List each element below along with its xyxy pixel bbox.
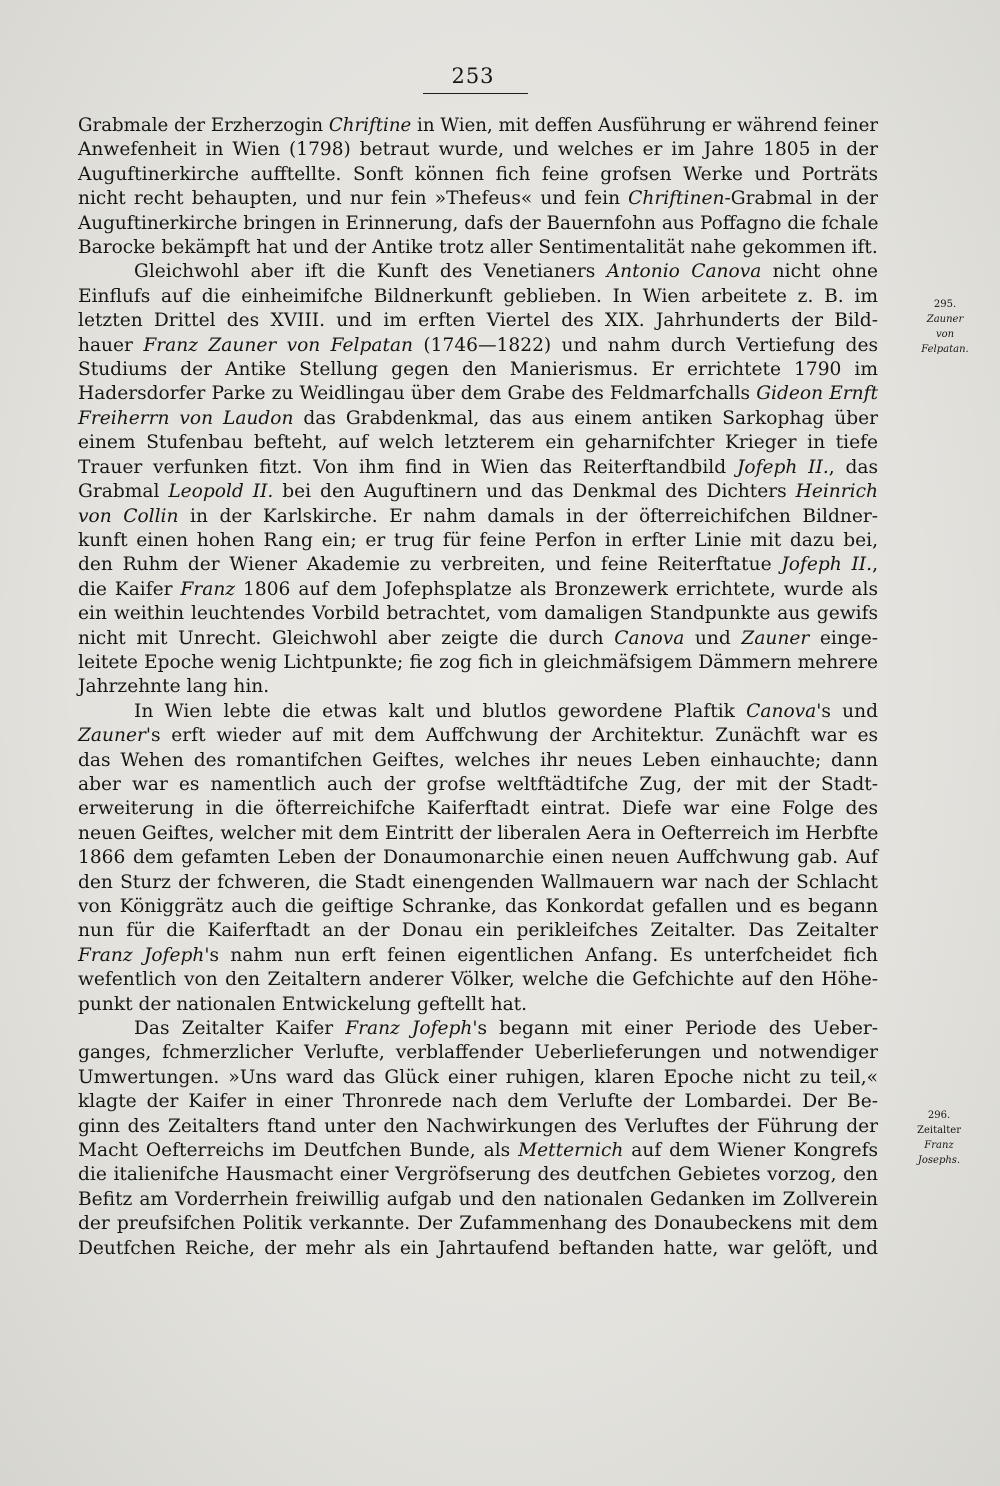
text-line: Einflufs auf die einheimifche Bildnerkunft geblieben. In Wien arbeitete z. B. im [78,285,878,307]
text-line: Jahrzehnte lang hin. [78,676,270,698]
marginal-note-text: Zauner [926,314,964,325]
text-line: Auguftinerkirche aufftellte. Sonft können fich feine grofsen Werke und Porträts [78,163,878,185]
text-line: der preufsifchen Politik verkannte. Der Zufammenhang des Donaubeckens mit dem [78,1213,878,1235]
text-line: die italienifche Hausmacht einer Vergröfserung des deutfchen Gebietes vorzog, den [78,1164,878,1186]
text-line: Deutfchen Reiche, der mehr als ein Jahrtaufend beftanden hatte, war gelöft, und [78,1237,878,1259]
text-line: aber war es namentlich auch der grofse weltftädtifche Zug, der mit der Stadt- [78,773,878,795]
text-line: ganges, fchmerzlicher Verlufte, verblaffender Ueberlieferungen und notwendiger [78,1042,878,1064]
text-line: neuen Geiftes, welcher mit dem Eintritt der liberalen Aera in Oefterreich im Herbfte [78,822,879,844]
text-line: hauer Franz Zauner von Felpatan (1746—1822) und nahm durch Vertiefung des [78,334,878,356]
text-line: 1866 dem gefamten Leben der Donaumonarchie einen neuen Auffchwung gab. Auf [78,847,878,869]
text-line: kunft einen hohen Rang ein; er trug für feine Perfon in erfter Linie mit dazu bei, [78,529,878,551]
text-line: nun für die Kaiferftadt an der Donau ein perikleifches Zeitalter. Das Zeitalter [78,920,878,942]
text-line: Gleichwohl aber ift die Kunft des Venetianers Antonio Canova nicht ohne [134,261,878,283]
marginal-note-text: Josephs. [917,1155,961,1166]
marginal-note-number: 296. [927,1110,951,1121]
marginal-note-text: Zeitalter [917,1125,961,1136]
text-line: ginn des Zeitalters ftand unter den Nachwirkungen des Verluftes der Führung der [78,1115,878,1137]
marginal-note-number: 295. [933,299,957,310]
text-line: den Sturz der fchweren, die Stadt einengenden Wallmauern war nach der Schlacht [78,871,878,893]
text-line: Grabmale der Erzherzogin Chriftine in Wien, mit deffen Ausführung er während feiner [78,115,879,136]
marginal-note-295 [905,297,985,357]
page-number-rule [423,93,528,94]
page-number: 253 [451,64,495,88]
marginal-note-296 [899,1108,979,1168]
marginal-note-text: Franz [924,1140,954,1151]
text-line: den Ruhm der Wiener Akademie zu verbreiten, und feine Reiterftatue Jofeph II., [78,554,878,576]
text-line: Franz Jofeph's nahm nun erft feinen eigentlichen Anfang. Es unterfcheidet fich [78,944,879,966]
text-line: Macht Oefterreichs im Deutfchen Bunde, als Metternich auf dem Wiener Kongrefs [78,1140,878,1162]
text-line: Umwertungen. »Uns ward das Glück einer ruhigen, klaren Epoche nicht zu teil,« [78,1066,878,1088]
marginal-note-text: Felpatan. [921,344,969,355]
text-line: nicht recht behaupten, und nur fein »Thefeus« und fein Chriftinen-Grabmal in der [78,188,878,210]
text-line: punkt der nationalen Entwickelung geftellt hat. [78,993,528,1015]
text-line: Anwefenheit in Wien (1798) betraut wurde, und welches er im Jahre 1805 in der [78,139,878,161]
text-line: Auguftinerkirche bringen in Erinnerung, dafs der Bauernfohn aus Poffagno die fchale [78,212,879,234]
text-line: klagte der Kaifer in einer Thronrede nach dem Verlufte der Lombardei. Der Be- [78,1091,878,1113]
text-line: einem Stufenbau befteht, auf welch letzterem ein geharnifchter Krieger in tiefe [78,432,878,454]
text-line: Befitz am Vorderrhein freiwillig aufgab und den nationalen Gedanken im Zollverein [78,1188,878,1210]
text-line: erweiterung in die öfterreichifche Kaiferftadt eintrat. Diefe war eine Folge des [78,798,878,820]
text-line: leitete Epoche wenig Lichtpunkte; fie zog fich in gleichmäfsigem Dämmern mehrere [78,651,878,673]
text-line: nicht mit Unrecht. Gleichwohl aber zeigte die durch Canova und Zauner einge- [78,627,878,649]
text-line: wefentlich von den Zeitaltern anderer Völker, welche die Gefchichte auf den Höhe- [78,969,878,991]
body-text [78,114,878,1261]
text-line: Grabmal Leopold II. bei den Auguftinern und das Denkmal des Dichters Heinrich [78,481,878,503]
marginal-note-text: von [935,329,955,340]
text-line: Trauer verfunken fitzt. Von ihm find in Wien das Reiterftandbild Jofeph II., das [78,456,878,478]
text-line: Studiums der Antike Stellung gegen den Manierismus. Er errichtete 1790 im [78,359,878,381]
text-line: ein weithin leuchtendes Vorbild betrachtet, vom damaligen Standpunkte aus gewifs [78,603,878,625]
text-line: das Wehen des romantifchen Geiftes, welches ihr neues Leben einhauchte; dann [78,749,878,771]
text-line: Barocke bekämpft hat und der Antike trotz aller Sentimentalität nahe gekommen ift. [78,237,878,259]
text-line: die Kaifer Franz 1806 auf dem Jofephsplatze als Bronzewerk errichtete, wurde als [78,578,879,600]
text-line: Zauner's erft wieder auf mit dem Auffchwung der Architektur. Zunächft war es [78,725,878,747]
text-line: Hadersdorfer Parke zu Weidlingau über dem Grabe des Feldmarfchalls Gideon Ernft [78,383,879,405]
text-line: von Collin in der Karlskirche. Er nahm damals in der öfterreichifchen Bildner- [78,505,878,527]
text-line: von Königgrätz auch die geiftige Schranke, das Konkordat gefallen und es begann [78,896,878,917]
text-line: letzten Drittel des XVIII. und im erften Viertel des XIX. Jahrhunderts der Bild- [78,310,878,332]
text-line: Freiherrn von Laudon das Grabdenkmal, das aus einem antiken Sarkophag über [78,407,878,429]
text-line: In Wien lebte die etwas kalt und blutlos gewordene Plaftik Canova's und [134,700,878,722]
text-line: Das Zeitalter Kaifer Franz Jofeph's begann mit einer Periode des Ueber- [134,1018,878,1040]
